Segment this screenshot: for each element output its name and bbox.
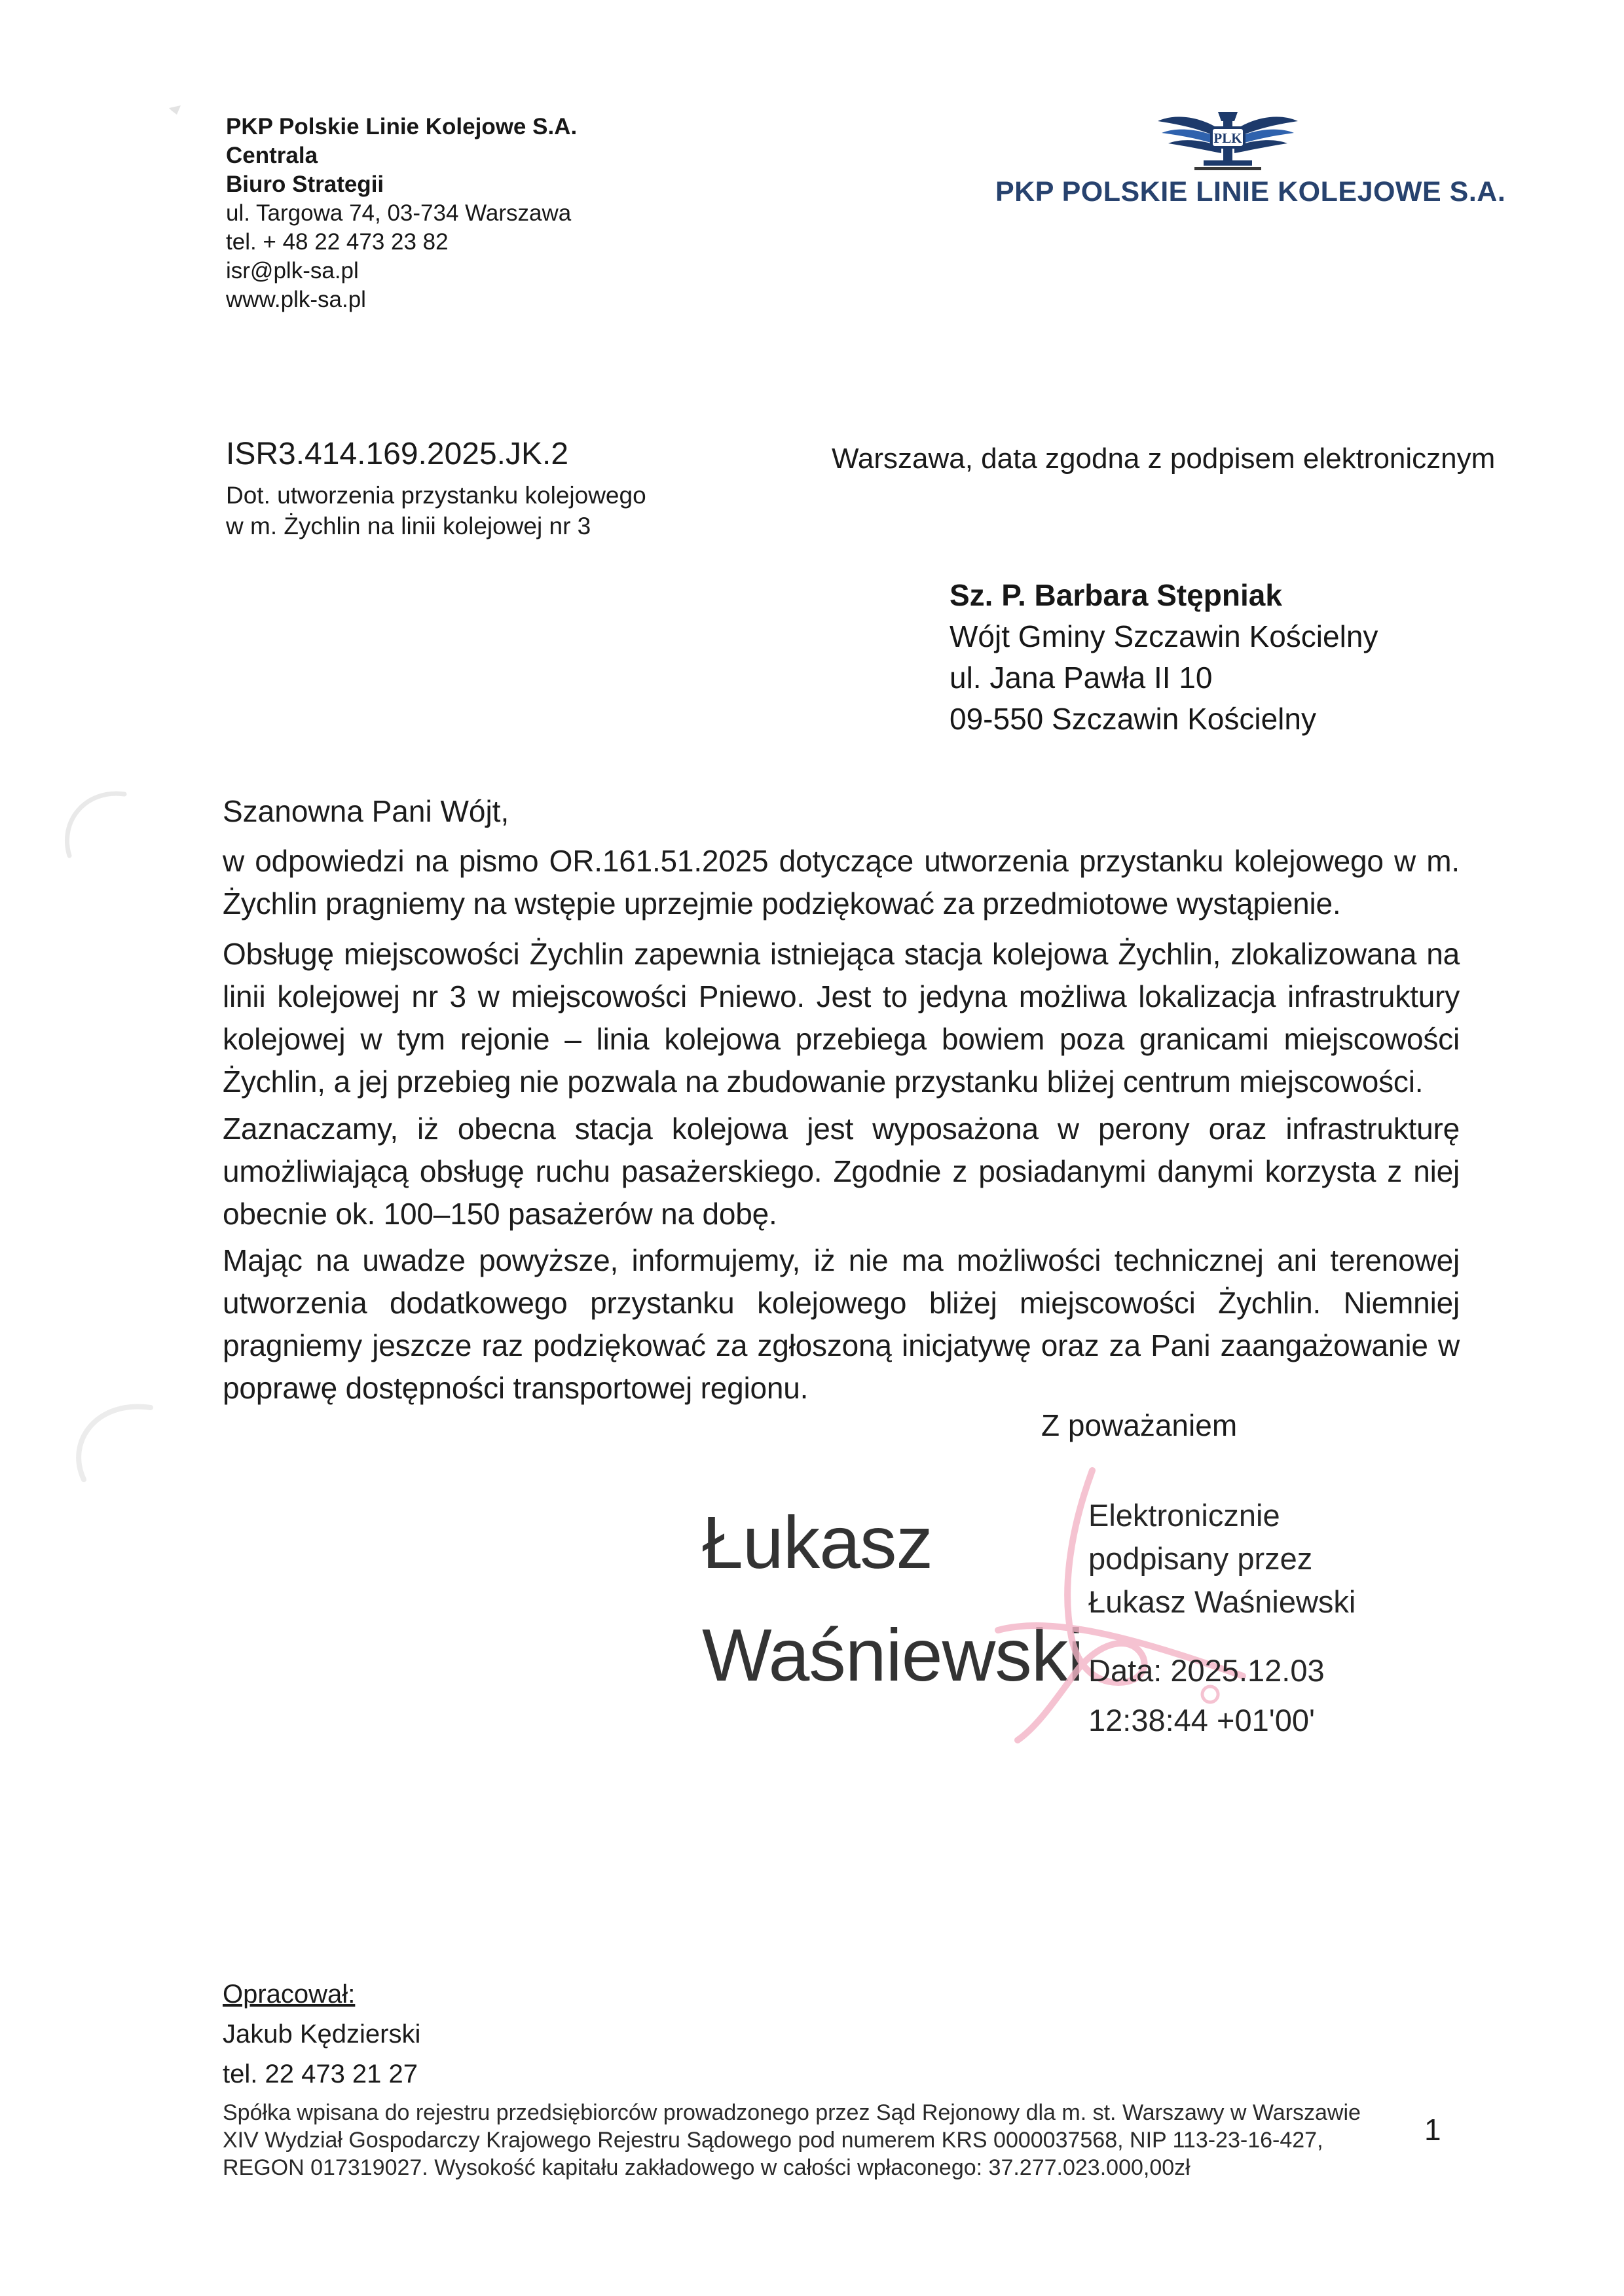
reference-subject-line: w m. Żychlin na linii kolejowej nr 3 bbox=[226, 513, 591, 539]
dateline: Warszawa, data zgodna z podpisem elektronicznym bbox=[832, 443, 1496, 475]
signature-name-line: Waśniewski bbox=[702, 1614, 1084, 1696]
signature-detail-line: Elektronicznie bbox=[1088, 1498, 1280, 1533]
sender-email: isr@plk-sa.pl bbox=[226, 258, 359, 283]
paragraph-2: Obsługę miejscowości Żychlin zapewnia istniejąca stacja kolejowa Żychlin, zlokalizowana na linii kolejowej nr 3 w miejscowości Pniewo. Jest to jedyna możliwa lokalizacja infrastruktury kolejowej w tym rejonie – linia kolejowa przebiega bowiem poza granicami miejscowości Żychlin, a jej przebieg nie pozwala na zbudowanie przystanku bliżej centrum miejscowości. bbox=[223, 937, 1460, 1099]
recipient-block bbox=[950, 575, 1378, 740]
sender-address-block bbox=[226, 113, 577, 314]
page-number: 1 bbox=[1424, 2113, 1441, 2147]
logo-wordmark: PKP POLSKIE LINIE KOLEJOWE S.A. bbox=[995, 176, 1506, 208]
paragraph-4: Mając na uwadze powyższe, informujemy, iż nie ma możliwości technicznej ani terenowej utworzenia dodatkowego przystanku kolejowego bliżej miejscowości Żychlin. Niemniej pragniemy jeszcze raz podziękować za zgłoszoną inicjatywę oraz za Pani zaangażowanie w poprawę dostępności transportowej regionu. bbox=[223, 1243, 1460, 1405]
recipient-city: 09-550 Szczawin Kościelny bbox=[950, 702, 1316, 736]
signature-detail-line: Data: 2025.12.03 bbox=[1088, 1653, 1325, 1688]
plk-emblem-text: PLK bbox=[1213, 130, 1242, 146]
signature-detail-line: 12:38:44 +01'00' bbox=[1088, 1703, 1315, 1738]
footer-line: Spółka wpisana do rejestru przedsiębiorców prowadzonego przez Sąd Rejonowy dla m. st. Warszawy w Warszawie bbox=[223, 2100, 1361, 2125]
closing-phrase: Z poważaniem bbox=[1041, 1408, 1238, 1442]
prepared-by-phone: tel. 22 473 21 27 bbox=[223, 2060, 418, 2088]
reference-subject bbox=[226, 480, 646, 541]
signature-detail-line: Łukasz Waśniewski bbox=[1088, 1584, 1356, 1619]
reference-subject-line: Dot. utworzenia przystanku kolejowego bbox=[226, 482, 646, 509]
prepared-by-name: Jakub Kędzierski bbox=[223, 2020, 421, 2049]
scan-artifact bbox=[46, 782, 151, 874]
signature-detail-line: podpisany przez bbox=[1088, 1541, 1313, 1576]
prepared-by-label: Opracował: bbox=[223, 1980, 356, 2009]
scan-artifact bbox=[52, 1388, 183, 1499]
sender-company: PKP Polskie Linie Kolejowe S.A. bbox=[226, 114, 578, 139]
paragraph-3: Zaznaczamy, iż obecna stacja kolejowa jest wyposażona w perony oraz infrastrukturę umożliwiającą obsługę ruchu pasażerskiego. Zgodnie z posiadanymi danymi korzysta z niej obecnie ok. 100–150 pasażerów na dobę. bbox=[223, 1112, 1460, 1231]
reference-number: ISR3.414.169.2025.JK.2 bbox=[226, 437, 569, 471]
electronic-signature-details bbox=[1088, 1494, 1356, 1745]
sender-website: www.plk-sa.pl bbox=[226, 287, 366, 312]
signature-statement bbox=[1088, 1494, 1356, 1624]
footer-line: XIV Wydział Gospodarczy Krajowego Rejestru Sądowego pod numerem KRS 0000037568, NIP 113-23-16-427, bbox=[223, 2128, 1323, 2153]
sender-unit: Centrala bbox=[226, 143, 318, 168]
salutation: Szanowna Pani Wójt, bbox=[223, 794, 509, 828]
recipient-name: Sz. P. Barbara Stępniak bbox=[950, 578, 1282, 612]
company-logo bbox=[995, 108, 1506, 208]
signature-timestamp bbox=[1088, 1646, 1356, 1745]
legal-footer bbox=[223, 2099, 1361, 2181]
plk-winged-emblem-icon bbox=[1153, 108, 1303, 173]
signature-name-line: Łukasz bbox=[702, 1501, 933, 1584]
scan-artifact bbox=[164, 101, 196, 128]
recipient-title: Wójt Gminy Szczawin Kościelny bbox=[950, 619, 1378, 653]
recipient-street: ul. Jana Pawła II 10 bbox=[950, 661, 1213, 695]
footer-line: REGON 017319027. Wysokość kapitału zakładowego w całości wpłaconego: 37.277.023.000,00zł bbox=[223, 2155, 1190, 2180]
sender-phone: tel. + 48 22 473 23 82 bbox=[226, 229, 449, 255]
sender-department: Biuro Strategii bbox=[226, 172, 384, 197]
paragraph-1: w odpowiedzi na pismo OR.161.51.2025 dotyczące utworzenia przystanku kolejowego w m. Żychlin pragniemy na wstępie uprzejmie podziękować za przedmiotowe wystąpienie. bbox=[223, 844, 1460, 920]
prepared-by-block bbox=[223, 1975, 420, 2094]
reference-block bbox=[226, 436, 646, 541]
sender-street: ul. Targowa 74, 03-734 Warszawa bbox=[226, 200, 572, 226]
